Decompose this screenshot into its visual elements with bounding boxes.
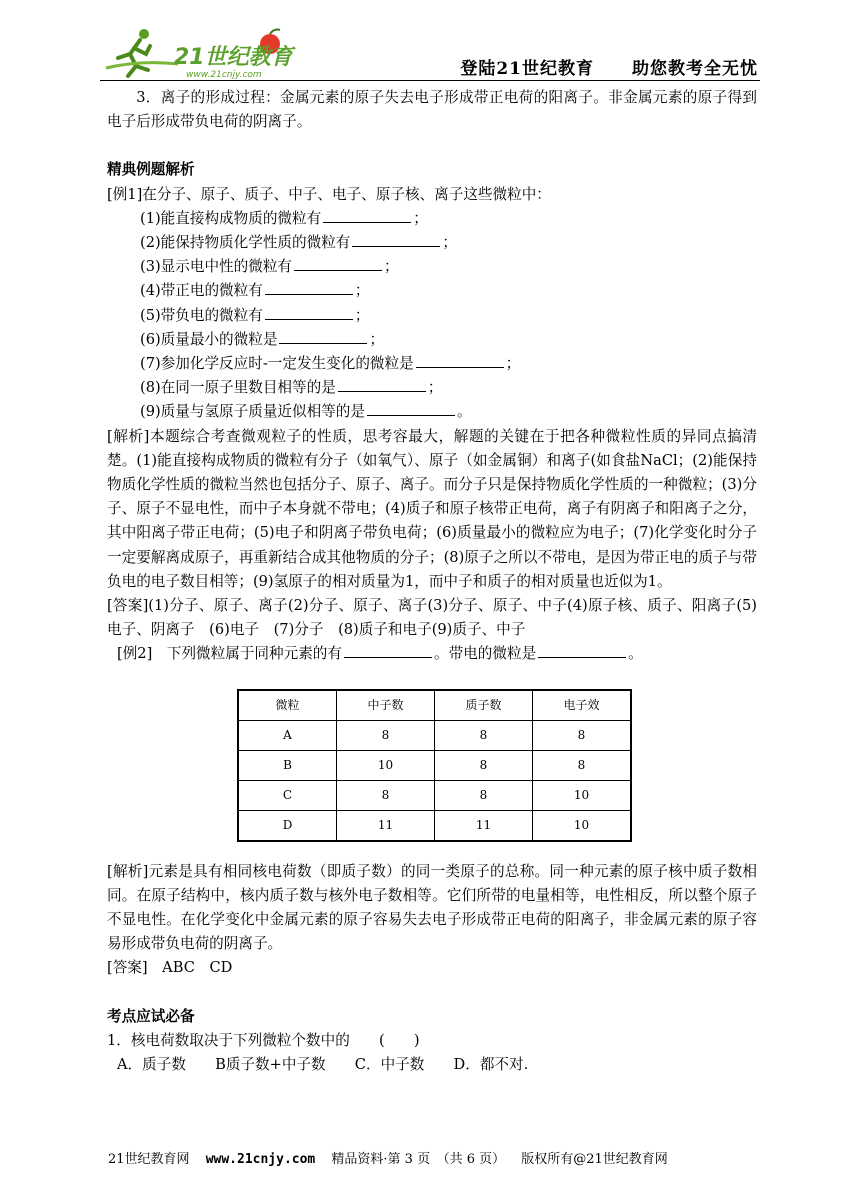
- answer-blank: [265, 304, 353, 320]
- table-header-cell: 质子数: [435, 690, 533, 721]
- answer-blank: [338, 376, 426, 392]
- question1-stem: 1．核电荷数取决于下列微粒个数中的 ( ): [107, 1031, 420, 1049]
- example1-item: (5)带负电的微粒有 ；: [107, 304, 757, 328]
- answer-blank: [265, 279, 353, 295]
- table-cell: D: [238, 810, 337, 841]
- answer-blank: [367, 400, 455, 416]
- table-cell: C: [238, 780, 337, 810]
- example2-prompt: [例2] 下列微粒属于同种元素的有 。带电的微粒是 。: [107, 642, 757, 666]
- example1-analysis: [解析]本题综合考查微观粒子的性质，思考容最大，解题的关键在于把各种微粒性质的异同点搞清楚。(1)能直接构成物质的微粒有分子（如氧气）、原子（如金属铜）和离子(如食盐NaCl；(2)能保持物质化学性质的微粒当然也包括分子、原子、离子。而分子只是保持物质化学性质的一种微粒；(3)分子、原子不显电性，而中子本身就不带电；(4)质子和原子核带正电荷，离子有阴离子和阳离子之分，其中阳离子带正电荷；(5)电子和阴离子带负电荷；(6)质量最小的微粒应为电子；(7)化学变化时分子一定要解离成原子，再重新结合成其他物质的分子；(8)原子之所以不带电，是因为带正电的质子与带负电的电子数目相等；(9)氢原子的相对质量为1，而中子和质子的相对质量也近似为1。: [107, 427, 757, 590]
- table-row: [238, 720, 631, 750]
- example1-item: (2)能保持物质化学性质的微粒有 ；: [107, 231, 757, 255]
- table-cell: 8: [337, 780, 435, 810]
- page-footer: [108, 1148, 680, 1167]
- table-cell: A: [238, 720, 337, 750]
- table-cell: 11: [435, 810, 533, 841]
- table-cell: 11: [337, 810, 435, 841]
- table-row: [238, 750, 631, 780]
- page-header: [100, 20, 760, 82]
- table-cell: 8: [435, 780, 533, 810]
- table-cell: B: [238, 750, 337, 780]
- answer-blank: [416, 352, 504, 368]
- table-row: [238, 780, 631, 810]
- table-cell: 10: [533, 810, 632, 841]
- example1-answer: [答案](1)分子、原子、离子(2)分子、原子、离子(3)分子、原子、中子(4)原子核、质子、阳离子(5)电子、阴离子 (6)电子 (7)分子 (8)质子和电子(9)质子、中子: [107, 597, 757, 639]
- example1-item: (6)质量最小的微粒是 ；: [107, 328, 757, 352]
- example2-answer: [答案] ABC CD: [107, 959, 233, 977]
- 21cnjy-logo: [100, 24, 310, 80]
- example1-item: (3)显示电中性的微粒有 ；: [107, 255, 757, 279]
- table-cell: 8: [533, 750, 632, 780]
- intro-paragraph: 3．离子的形成过程：金属元素的原子失去电子形成带正电荷的阳离子。非金属元素的原子得到电子后形成带负电荷的阴离子。: [107, 89, 757, 131]
- particle-table: [237, 689, 632, 842]
- footer-url[interactable]: www.21cnjy.com: [205, 1152, 316, 1167]
- question1-options: A．质子数 B质子数+中子数 C．中子数 D．都不对.: [117, 1056, 529, 1074]
- document-body: [107, 86, 757, 1077]
- slogan-right: 助您教考全无忧: [632, 59, 758, 79]
- logo-text: 21世纪教育: [174, 45, 293, 70]
- example1-items: [107, 207, 757, 425]
- answer-blank: [323, 207, 411, 223]
- answer-blank: [294, 255, 382, 271]
- table-header-cell: 中子数: [337, 690, 435, 721]
- footer-site: 21世纪教育网: [108, 1152, 190, 1167]
- example1-item: (4)带正电的微粒有 ；: [107, 279, 757, 303]
- table-header-row: [238, 690, 631, 721]
- table-cell: 10: [337, 750, 435, 780]
- logo-url: www.21cnjy.com: [186, 70, 262, 80]
- footer-page-info: 精品资料·第 3 页 （共 6 页）: [331, 1152, 506, 1167]
- slogan-left: 登陆21世纪教育: [460, 59, 594, 79]
- table-cell: 8: [435, 720, 533, 750]
- header-slogan: [460, 54, 758, 79]
- answer-blank: [279, 328, 367, 344]
- header-rule: [100, 80, 760, 81]
- table-cell: 8: [435, 750, 533, 780]
- section-title-examples: 精典例题解析: [107, 161, 195, 179]
- example1-item: (1)能直接构成物质的微粒有 ；: [107, 207, 757, 231]
- example1-item: (8)在同一原子里数目相等的是 ；: [107, 376, 757, 400]
- example2-analysis: [解析]元素是具有相同核电荷数（即质子数）的同一类原子的总称。同一种元素的原子核中质子数相同。在原子结构中，核内质子数与核外电子数相等。它们所带的电量相等，电性相反，所以整个原子不显电性。在化学变化中金属元素的原子容易失去电子形成带正电荷的阳离子，非金属元素的原子容易形成带负电荷的阴离子。: [107, 862, 757, 953]
- table-header-cell: 电子效: [533, 690, 632, 721]
- table-cell: 10: [533, 780, 632, 810]
- example1-prompt: [例1]在分子、原子、质子、中子、电子、原子核、离子这些微粒中：: [107, 185, 551, 203]
- example1-item: (7)参加化学反应时-一定发生变化的微粒是 ；: [107, 352, 757, 376]
- table-row: [238, 810, 631, 841]
- table-header-cell: 微粒: [238, 690, 337, 721]
- table-cell: 8: [337, 720, 435, 750]
- answer-blank: [352, 231, 440, 247]
- footer-copyright: 版权所有@21世纪教育网: [521, 1152, 668, 1167]
- example1-item: (9)质量与氢原子质量近似相等的是 。: [107, 400, 757, 424]
- table-cell: 8: [533, 720, 632, 750]
- section-title-exam-prep: 考点应试必备: [107, 1007, 195, 1025]
